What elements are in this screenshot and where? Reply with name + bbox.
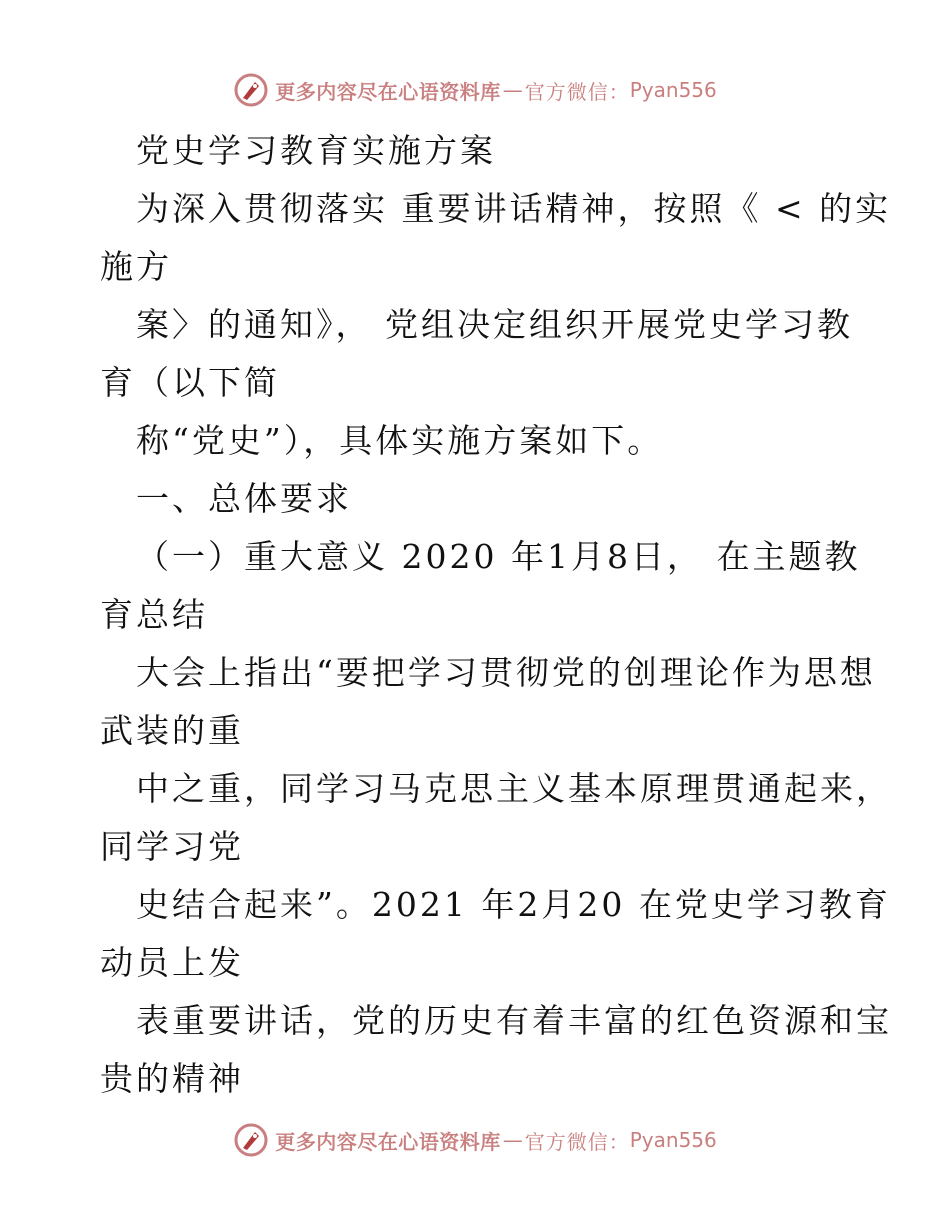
- paragraph-line: 大会上指出“要把学习贯彻党的创理论作为思想: [136, 653, 876, 692]
- banner-separator: —: [502, 1128, 523, 1152]
- pen-nib-logo-icon: [233, 1122, 269, 1158]
- section-heading: 一、总体要求: [136, 479, 352, 518]
- paragraph-line: 动员上发: [100, 943, 244, 982]
- document-title: 党史学习教育实施方案: [136, 131, 496, 170]
- banner-wechat-label: 官方微信：: [524, 79, 630, 104]
- paragraph-line: 施方: [100, 247, 172, 286]
- paragraph-line: 案〉的通知》， 党组决定组织开展党史学习教: [136, 305, 853, 344]
- paragraph-line: 育总结: [100, 595, 208, 634]
- banner-separator: —: [502, 78, 523, 102]
- banner-wechat-label: 官方微信：: [524, 1129, 630, 1154]
- banner-wechat-id: Pyan556: [629, 1128, 717, 1152]
- paragraph-line: 表重要讲话，党的历史有着丰富的红色资源和宝: [136, 1001, 892, 1040]
- pen-nib-logo-icon: [233, 72, 269, 108]
- paragraph-line: 同学习党: [100, 827, 244, 866]
- paragraph-line: 称“党史”），具体实施方案如下。: [136, 421, 664, 460]
- paragraph-line: 育（以下简: [100, 363, 280, 402]
- paragraph-line: 贵的精神: [100, 1059, 244, 1098]
- paragraph-line: 中之重，同学习马克思主义基本原理贯通起来，: [136, 769, 892, 808]
- banner-site-name: 更多内容尽在心语资料库: [275, 1129, 501, 1154]
- paragraph-line: （一）重大意义 2020 年1月8日， 在主题教: [136, 537, 861, 576]
- document-body: [100, 122, 890, 1108]
- banner-site-name: 更多内容尽在心语资料库: [275, 79, 501, 104]
- paragraph-line: 史结合起来”。2021 年2月20 在党史学习教育: [136, 885, 891, 924]
- banner-wechat-id: Pyan556: [629, 78, 717, 102]
- paragraph-line: 武装的重: [100, 711, 244, 750]
- paragraph-line: 为深入贯彻落实 重要讲话精神，按照《 < 的实: [136, 189, 892, 228]
- footer-watermark-banner: [0, 1120, 950, 1160]
- header-watermark-banner: [0, 70, 950, 110]
